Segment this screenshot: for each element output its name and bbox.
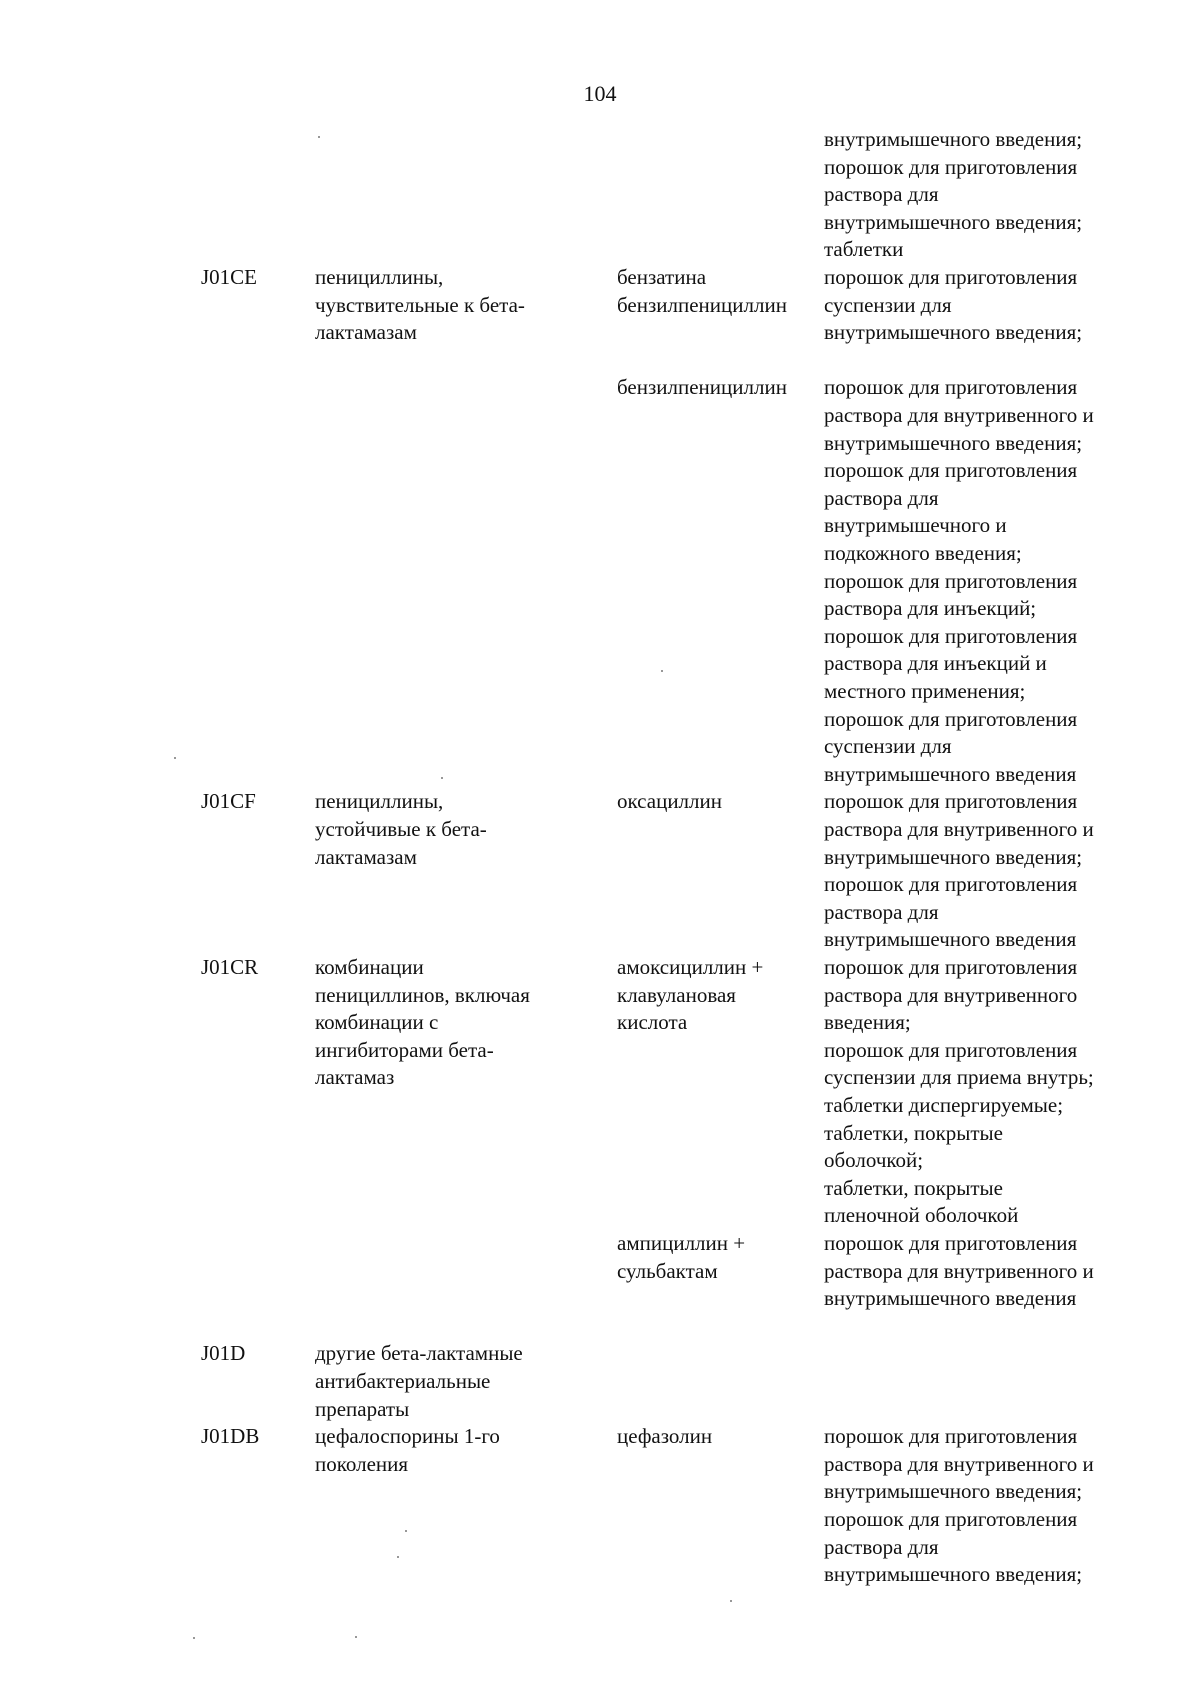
atc-group-line: лактамазам xyxy=(315,844,417,869)
dosage-form-line: порошок для приготовления xyxy=(824,154,1078,179)
scan-speck xyxy=(405,1530,407,1532)
dosage-form-line: внутримышечного введения; xyxy=(824,1562,1083,1587)
dosage-form-line: таблетки xyxy=(824,237,904,262)
atc-group-line: другие бета-лактамные xyxy=(315,1341,523,1366)
dosage-form-line: порошок для приготовления xyxy=(824,1424,1078,1449)
drug-name-line: цефазолин xyxy=(617,1424,713,1449)
dosage-form-line: порошок для приготовления xyxy=(824,1037,1078,1062)
drug-name-line: кислота xyxy=(617,1010,688,1035)
dosage-form-line: суспензии для xyxy=(824,734,952,759)
dosage-form-line: раствора для инъекций и xyxy=(824,651,1047,676)
dosage-form-line: раствора для внутривенного xyxy=(824,982,1078,1007)
drug-name-line: бензилпенициллин xyxy=(617,375,787,400)
dosage-form-line: суспензии для приема внутрь; xyxy=(824,1065,1094,1090)
dosage-form-line: порошок для приготовления xyxy=(824,789,1078,814)
atc-group-line: комбинации xyxy=(315,955,424,979)
drug-name-line: сульбактам xyxy=(617,1258,718,1283)
atc-code: J01CF xyxy=(201,789,256,814)
dosage-form-line: раствора для xyxy=(824,485,939,510)
drug-name-line: ампициллин + xyxy=(617,1231,746,1255)
atc-group-line: ингибиторами бета- xyxy=(315,1037,494,1062)
scan-speck xyxy=(318,136,320,138)
atc-group-line: устойчивые к бета- xyxy=(315,817,487,841)
atc-code: J01CR xyxy=(201,955,259,979)
dosage-form-line: таблетки, покрытые xyxy=(824,1120,1003,1145)
dosage-form-line: порошок для приготовления xyxy=(824,1231,1078,1255)
atc-group-line: препараты xyxy=(315,1396,410,1421)
dosage-form-line: раствора для внутривенного и xyxy=(824,1451,1094,1476)
drug-name-line: клавулановая xyxy=(617,982,736,1007)
dosage-form-line: порошок для приготовления xyxy=(824,955,1078,979)
dosage-form-line: оболочкой; xyxy=(824,1148,924,1173)
drug-name-line: бензатина xyxy=(617,265,707,289)
drug-name-line: бензилпенициллин xyxy=(617,292,787,317)
dosage-form-line: внутримышечного введения; xyxy=(824,844,1083,869)
dosage-form-line: порошок для приготовления xyxy=(824,568,1078,593)
dosage-form-line: внутримышечного введения; xyxy=(824,209,1083,234)
dosage-form-line: внутримышечного введения; xyxy=(824,430,1083,455)
dosage-form-line: внутримышечного введения xyxy=(824,1286,1077,1311)
dosage-form-line: таблетки, покрытые xyxy=(824,1175,1003,1200)
scan-speck xyxy=(174,757,176,759)
dosage-form-line: местного применения; xyxy=(824,679,1026,703)
dosage-form-line: порошок для приготовления xyxy=(824,872,1078,897)
dosage-form-line: пленочной оболочкой xyxy=(824,1203,1019,1228)
atc-group-line: цефалоспорины 1-го xyxy=(315,1424,500,1449)
dosage-form-line: порошок для приготовления xyxy=(824,458,1078,483)
atc-group-line: пенициллины, xyxy=(315,789,444,814)
drug-name-line: оксациллин xyxy=(617,789,722,814)
scan-speck xyxy=(441,777,443,779)
atc-group-line: пенициллины, xyxy=(315,265,444,289)
drug-name-line: амоксициллин + xyxy=(617,955,764,979)
dosage-form-line: внутримышечного введения xyxy=(824,761,1077,786)
atc-group-line: комбинации с xyxy=(315,1010,439,1035)
scan-speck xyxy=(730,1600,732,1602)
atc-group-line: антибактериальные xyxy=(315,1369,491,1393)
dosage-form-line: подкожного введения; xyxy=(824,541,1022,565)
page-number: 104 xyxy=(583,81,617,106)
atc-group-line: пенициллинов, включая xyxy=(315,982,530,1007)
dosage-form-line: внутримышечного введения; xyxy=(824,127,1083,151)
atc-code: J01CE xyxy=(201,265,258,289)
dosage-form-line: раствора для внутривенного и xyxy=(824,403,1094,427)
dosage-form-line: введения; xyxy=(824,1010,911,1035)
dosage-form-line: раствора для xyxy=(824,182,939,207)
dosage-form-line: раствора для xyxy=(824,899,939,924)
dosage-form-line: порошок для приготовления xyxy=(824,706,1078,731)
atc-group-line: поколения xyxy=(315,1451,409,1476)
atc-code: J01DB xyxy=(201,1424,260,1449)
scan-speck xyxy=(661,670,663,672)
atc-group-line: чувствительные к бета- xyxy=(315,292,525,317)
dosage-form-line: раствора для внутривенного и xyxy=(824,817,1094,841)
dosage-form-line: порошок для приготовления xyxy=(824,265,1078,289)
scan-speck xyxy=(397,1556,399,1558)
dosage-form-line: внутримышечного и xyxy=(824,513,1007,538)
dosage-form-line: порошок для приготовления xyxy=(824,1507,1078,1531)
dosage-form-line: суспензии для xyxy=(824,292,952,317)
dosage-form-line: раствора для инъекций; xyxy=(824,596,1037,621)
dosage-form-line: таблетки диспергируемые; xyxy=(824,1093,1064,1117)
atc-code: J01D xyxy=(201,1341,246,1366)
dosage-form-line: раствора для xyxy=(824,1534,939,1559)
scan-speck xyxy=(355,1636,357,1638)
dosage-form-line: порошок для приготовления xyxy=(824,375,1078,400)
atc-group-line: лактамаз xyxy=(315,1065,395,1090)
atc-group-line: лактамазам xyxy=(315,320,417,345)
dosage-form-line: порошок для приготовления xyxy=(824,623,1078,648)
dosage-form-line: раствора для внутривенного и xyxy=(824,1258,1094,1283)
dosage-form-line: внутримышечного введения; xyxy=(824,1479,1083,1504)
dosage-form-line: внутримышечного введения; xyxy=(824,320,1083,345)
dosage-form-line: внутримышечного введения xyxy=(824,927,1077,952)
scan-speck xyxy=(193,1637,195,1639)
